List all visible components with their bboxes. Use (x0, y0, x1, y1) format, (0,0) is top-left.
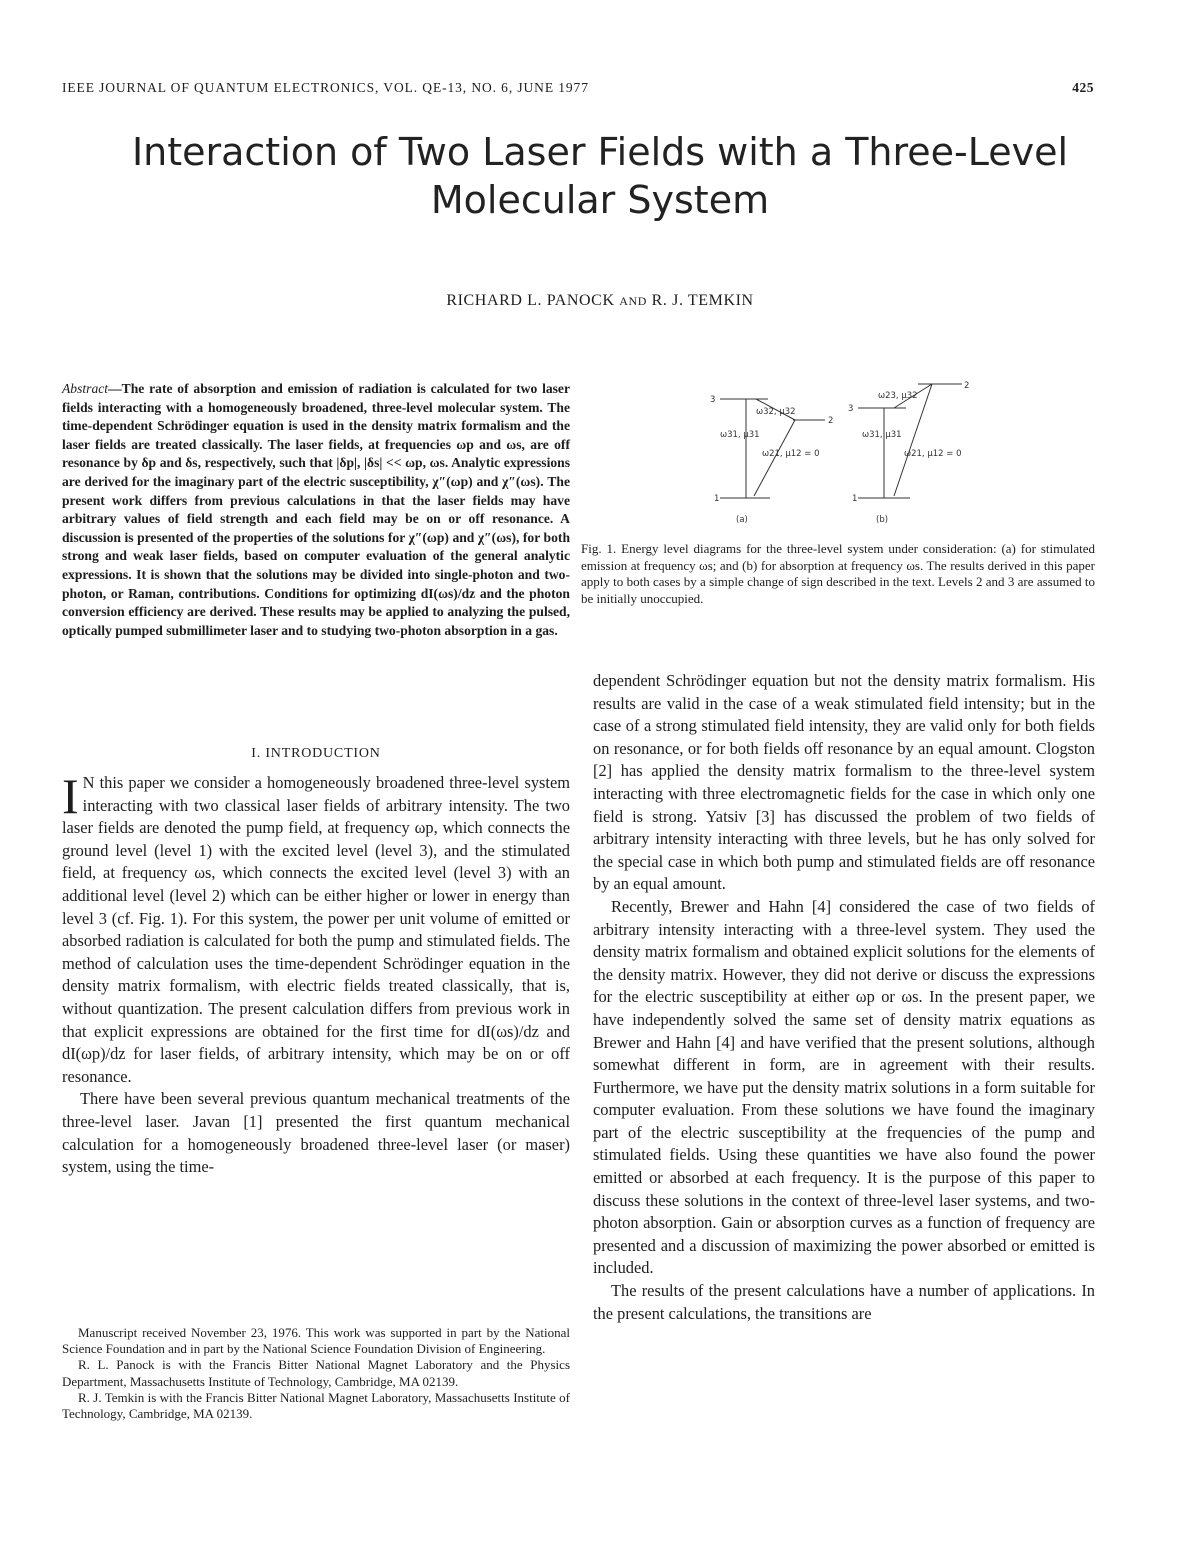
level-2-label-a: 2 (828, 416, 834, 426)
omega31-label-a: ω31, μ31 (720, 430, 760, 440)
figure-caption-text: Energy level diagrams for the three-level system under consideration: (a) for stimulated emission at frequency ωs; and (b) for absorption at frequency ωs. The results derived in this paper apply to both cases by a simple change of sign described in the text. Levels 2 and 3 are assumed to be initially unoccupied. (581, 541, 1096, 606)
title-line-2: Molecular System (430, 178, 770, 222)
footnote-received: Manuscript received November 23, 1976. This work was supported in part by the National Science Foundation and in part by the National Science Foundation Division of Engineering. (62, 1325, 570, 1357)
paper-title (60, 128, 1140, 224)
footnote-panock: R. L. Panock is with the Francis Bitter National Magnet Laboratory and the Physics Department, Massachusetts Institute of Technology, Cambridge, MA 02139. (62, 1357, 570, 1389)
panel-b-label: (b) (876, 515, 889, 525)
omega31-label-b: ω31, μ31 (862, 430, 902, 440)
intro-paragraph-2: There have been several previous quantum mechanical treatments of the three-level laser. Javan [1] presented the first quantum mechanical calculation for a homogeneously broadened three-level laser (or maser) system, using the time- (62, 1089, 570, 1177)
panel-b (858, 384, 962, 498)
page-number: 425 (1072, 80, 1094, 95)
figure-caption-label: Fig. 1. (581, 541, 617, 556)
footnotes (62, 1325, 570, 1422)
abstract (62, 380, 570, 640)
energy-level-diagram (700, 362, 990, 532)
author-2: R. J. TEMKIN (651, 292, 754, 309)
right-column-body (593, 670, 1095, 1325)
introduction-body (62, 768, 570, 1179)
figure-caption (581, 541, 1095, 607)
panel-a-label: (a) (736, 515, 748, 525)
omega32-label-a: ω32, μ32 (756, 407, 796, 417)
drop-cap: I (62, 768, 79, 824)
intro-paragraph-1-text: N this paper we consider a homogeneously broadened three-level system interacting with two classical laser fields of arbitrary intensity. The two laser fields are denoted the pump field, at frequency ωp, which connects the ground level (level 1) with the excited level (level 3), and the stimulated field, at frequency ωs, which connects the excited level (level 3) with an additional level (level 2) which can be either higher or lower in energy than level 3 (cf. Fig. 1). For this system, the power per unit volume of emitted or absorbed radiation is calculated for both the pump and stimulated fields. The method of calculation uses the time-dependent Schrödinger equation in the density matrix formalism, with electric fields treated classically, that is, without quantization. The present calculation differs from previous work in that explicit expressions are obtained for the first time for dI(ωs)/dz and dI(ωp)/dz for laser fields, of arbitrary intensity, which may be on or off resonance. (62, 773, 570, 1086)
journal-citation: IEEE JOURNAL OF QUANTUM ELECTRONICS, VOL. QE-13, NO. 6, JUNE 1977 (62, 80, 589, 95)
author-line (60, 292, 1140, 310)
author-conjunction: AND (619, 294, 648, 308)
author-1: RICHARD L. PANOCK (446, 292, 615, 309)
omega21-label-b: ω21, μ12 = 0 (904, 449, 962, 459)
abstract-text: —The rate of absorption and emission of radiation is calculated for two laser fields interacting with a homogeneously broadened, three-level molecular system. The time-dependent Schrödinger equation is used in the density matrix formalism and the laser fields are treated classically. The laser fields, at frequencies ωp and ωs, are off resonance by δp and δs, respectively, such that |δp|, |δs| << ωp, ωs. Analytic expressions are derived for the imaginary part of the electric susceptibility, χ″(ωp) and χ″(ωs). The present work differs from previous calculations in that the laser fields may have arbitrary values of field strength and each field may be on or off resonance. A discussion is presented of the properties of the solutions for χ″(ωp) and χ″(ωs), for both strong and weak laser fields, based on computer evaluation of the general analytic expressions. It is shown that the solutions may be divided into single-photon and two-photon, or Raman, contributions. Conditions for optimizing dI(ωs)/dz and the photon conversion efficiency are derived. These results may be applied to analyzing the pulsed, optically pumped submillimeter laser and to studying two-photon absorption in a gas. (62, 381, 570, 638)
right-paragraph-1: dependent Schrödinger equation but not the density matrix formalism. His results are valid in the case of a weak stimulated field intensity; but in the case of a strong stimulated field intensity, they are valid only for both fields on resonance, or for both fields off resonance by an equal amount. Clogston [2] has applied the density matrix formalism to the three-level system interacting with three electromagnetic fields for the case in which only one field is strong. Yatsiv [3] has discussed the problem of two fields of arbitrary intensity interacting with three levels, but he has only solved for the special case in which both pump and stimulated fields are off resonance by an equal amount. (593, 671, 1095, 894)
footnote-temkin: R. J. Temkin is with the Francis Bitter National Magnet Laboratory, Massachusetts Institute of Technology, Cambridge, MA 02139. (62, 1389, 570, 1422)
intro-paragraph-1 (62, 768, 570, 1088)
section-heading: I. INTRODUCTION (251, 746, 381, 761)
level-1-label-a: 1 (714, 494, 720, 504)
omega23-label-b: ω23, μ32 (878, 391, 918, 401)
right-paragraph-3: The results of the present calculations have a number of applications. In the present calculations, the transitions are (593, 1281, 1095, 1323)
right-paragraph-2: Recently, Brewer and Hahn [4] considered the case of two fields of arbitrary intensity interacting with a three-level system. They used the density matrix formalism and obtained explicit solutions for the elements of the density matrix. However, they did not derive or discuss the expressions for the electric susceptibility at either ωp or ωs. In the present paper, we have independently solved the same set of density matrix equations as Brewer and Hahn [4] and have verified that the present solutions, although somewhat different in form, are in agreement with their results. Furthermore, we have put the density matrix solutions in a form suitable for computer evaluation. From these solutions we have found the imaginary part of the electric susceptibility at the frequencies of the pump and stimulated fields. Using these quantities we have also found the power emitted or absorbed at each frequency. It is the purpose of this paper to discuss these solutions in the context of three-level laser systems, and two-photon absorption. Gain or absorption curves as a function of frequency are presented and a discussion of maximizing the power absorbed or emitted is included. (593, 896, 1095, 1278)
running-head (62, 80, 1094, 96)
abstract-label: Abstract (62, 381, 109, 396)
level-2-label-b: 2 (964, 381, 970, 391)
level-1-label-b: 1 (852, 494, 858, 504)
title-line-1: Interaction of Two Laser Fields with a Three-Level (131, 130, 1069, 174)
level-3-label-a: 3 (710, 395, 716, 405)
omega21-label-a: ω21, μ12 = 0 (762, 449, 820, 459)
level-3-label-b: 3 (848, 404, 854, 414)
